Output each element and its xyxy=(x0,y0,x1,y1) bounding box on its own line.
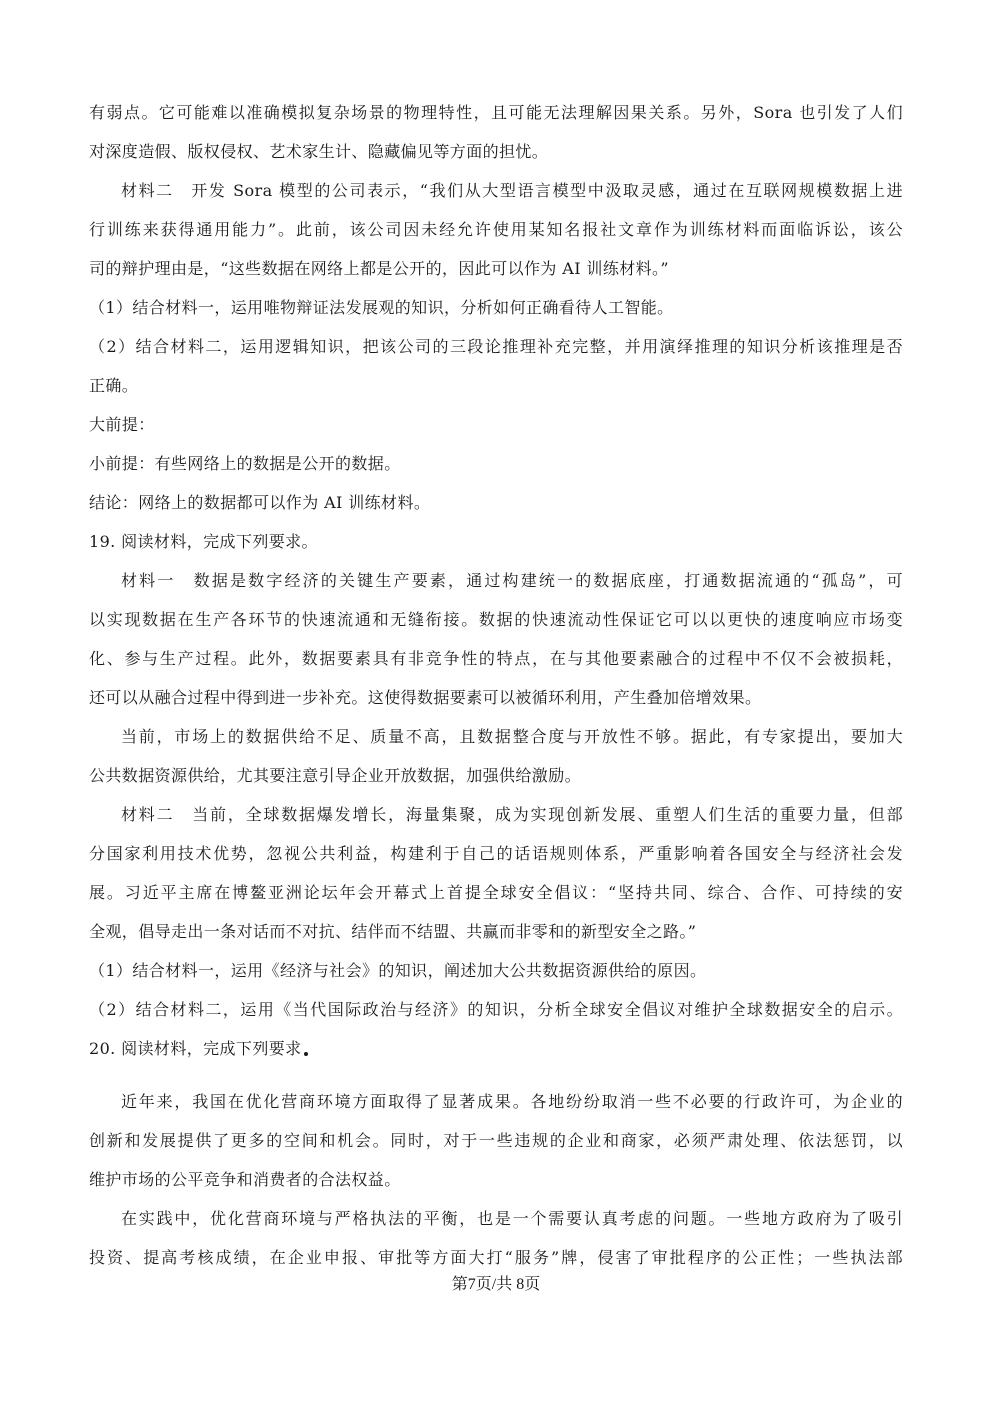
material-one-line: 材料一 数据是数字经济的关键生产要素，通过构建统一的数据底座，打通数据流通的“孤岛”，可 xyxy=(121,571,903,590)
paragraph-line: 司的辩护理由是，“这些数据在网络上都是公开的，因此可以作为 AI 训练材料。” xyxy=(89,259,670,278)
paragraph-line: 对深度造假、版权侵权、艺术家生计、隐藏偏见等方面的担忧。 xyxy=(89,142,549,161)
question-line: （1）结合材料一，运用《经济与社会》的知识，阐述加大公共数据资源供给的原因。 xyxy=(89,961,707,980)
paragraph-line: 还可以从融合过程中得到进一步补充。这使得数据要素可以被循环利用，产生叠加倍增效果。 xyxy=(89,688,762,707)
question-heading: 19. 阅读材料，完成下列要求。 xyxy=(89,532,318,551)
paragraph-line: 维护市场的公平竞争和消费者的合法权益。 xyxy=(89,1170,401,1189)
question-line: （2）结合材料二，运用《当代国际政治与经济》的知识，分析全球安全倡议对维护全球数据安全的启示。 xyxy=(89,1000,903,1019)
paragraph-line: 近年来，我国在优化营商环境方面取得了显著成果。各地纷纷取消一些不必要的行政许可，为企业的 xyxy=(121,1092,903,1111)
question-line: 正确。 xyxy=(89,376,139,395)
material-two-line: 材料二 当前，全球数据爆发增长，海量集聚，成为实现创新发展、重塑人们生活的重要力量，但部 xyxy=(121,805,903,824)
paragraph-line: 投资、提高考核成绩，在企业申报、审批等方面大打“服务”牌，侵害了审批程序的公正性；一些执法部 xyxy=(89,1248,903,1267)
page-number: 第7页/共 8页 xyxy=(451,1276,541,1293)
material-two-line: 材料二 开发 Sora 模型的公司表示，“我们从大型语言模型中汲取灵感，通过在互联网规模数据上进 xyxy=(121,181,903,200)
paragraph-line: 公共数据资源供给，尤其要注意引导企业开放数据，加强供给激励。 xyxy=(89,766,582,785)
paragraph-line: 行训练来获得通用能力”。此前，该公司因未经允许使用某知名报社文章作为训练材料而面临诉讼，该公 xyxy=(89,220,903,239)
paragraph-line: 在实践中，优化营商环境与严格执法的平衡，也是一个需要认真考虑的问题。一些地方政府为了吸引 xyxy=(121,1209,903,1228)
paragraph-line: 有弱点。它可能难以准确模拟复杂场景的物理特性，且可能无法理解因果关系。另外，Sora 也引发了人们 xyxy=(89,103,903,122)
paragraph-line: 分国家利用技术优势，忽视公共利益，构建利于自己的话语规则体系，严重影响着各国安全与经济社会发 xyxy=(89,844,903,863)
paragraph-line: 化、参与生产过程。此外，数据要素具有非竞争性的特点，在与其他要素融合的过程中不仅不会被损耗， xyxy=(89,649,903,668)
paragraph-line: 以实现数据在生产各环节的快速流通和无缝衔接。数据的快速流动性保证它可以以更快的速度响应市场变 xyxy=(89,610,903,629)
paragraph-line: 创新和发展提供了更多的空间和机会。同时，对于一些违规的企业和商家，必须严肃处理、依法惩罚，以 xyxy=(89,1131,903,1150)
period-dot-icon xyxy=(304,1052,308,1056)
question-heading: 20. 阅读材料，完成下列要求 xyxy=(89,1039,302,1058)
major-premise: 大前提： xyxy=(89,415,155,434)
question-line: （1）结合材料一，运用唯物辩证法发展观的知识，分析如何正确看待人工智能。 xyxy=(89,298,674,317)
question-line: （2）结合材料二，运用逻辑知识，把该公司的三段论推理补充完整，并用演绎推理的知识分析该推理是否 xyxy=(89,337,903,356)
paragraph-line: 当前，市场上的数据供给不足、质量不高，且数据整合度与开放性不够。据此，有专家提出，要加大 xyxy=(121,727,903,746)
paragraph-line: 全观，倡导走出一条对话而不对抗、结伴而不结盟、共赢而非零和的新型安全之路。” xyxy=(89,922,697,941)
minor-premise: 小前提：有些网络上的数据是公开的数据。 xyxy=(89,454,401,473)
paragraph-line: 展。习近平主席在博鳌亚洲论坛年会开幕式上首提全球安全倡议：“坚持共同、综合、合作、可持续的安 xyxy=(89,883,903,902)
question-heading-row xyxy=(89,1039,903,1059)
conclusion: 结论：网络上的数据都可以作为 AI 训练材料。 xyxy=(89,493,431,512)
